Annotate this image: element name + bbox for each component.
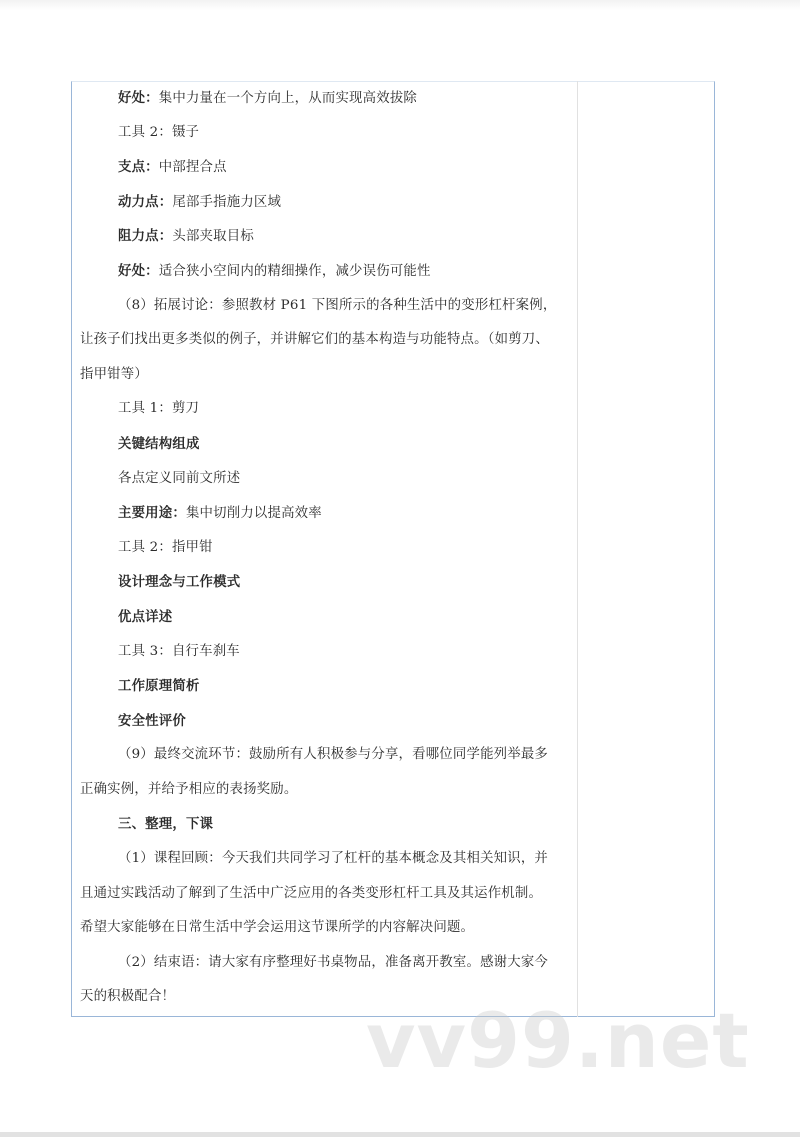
line-text: 头部夹取目标 (172, 229, 254, 245)
text-line (80, 219, 572, 254)
line-text: 工具 2：指甲钳 (118, 539, 213, 555)
text-line (80, 773, 572, 808)
line-text: 指甲钳等） (80, 366, 148, 382)
line-label: 优点详述 (118, 608, 173, 625)
text-line (80, 185, 572, 220)
line-text: 中部捏合点 (158, 160, 227, 176)
text-line (80, 289, 572, 324)
text-line (80, 911, 572, 946)
line-label: 支点： (118, 159, 159, 176)
text-line (80, 427, 572, 462)
text-line (80, 704, 572, 739)
text-line (80, 635, 572, 670)
text-line (80, 358, 572, 393)
line-text: 工具 3：自行车刹车 (118, 643, 240, 659)
line-label: 主要用途： (118, 505, 186, 522)
text-line (80, 669, 572, 704)
line-label: 工作原理简析 (118, 678, 200, 695)
line-text: 让孩子们找出更多类似的例子，并讲解它们的基本构造与功能特点。（如剪刀、 (80, 332, 549, 348)
line-label: 动力点： (118, 193, 173, 210)
text-line (80, 254, 572, 289)
lesson-content (80, 81, 572, 1015)
line-text: 天的积极配合！ (80, 989, 176, 1005)
text-line (80, 738, 572, 773)
text-line (80, 496, 572, 531)
text-line (80, 600, 572, 635)
line-text: （1）课程回顾：今天我们共同学习了杠杆的基本概念及其相关知识，并 (118, 851, 549, 867)
text-line (80, 150, 572, 185)
text-line (80, 842, 572, 877)
text-line (80, 946, 572, 981)
text-line (80, 81, 572, 116)
text-line (80, 565, 572, 600)
table-column-divider (577, 81, 578, 1017)
line-text: 集中切削力以提高效率 (185, 506, 322, 522)
line-label: 安全性评价 (118, 712, 186, 729)
page-top-shadow (0, 0, 800, 10)
line-text: 适合狭小空间内的精细操作，减少误伤可能性 (158, 263, 431, 279)
line-text: 集中力量在一个方向上，从而实现高效拔除 (158, 91, 418, 106)
line-text: 工具 1：剪刀 (118, 401, 200, 417)
line-text: （8）拓展讨论：参照教材 P61 下图所示的各种生活中的变形杠杆案例， (118, 297, 557, 313)
line-text: 正确实例，并给予相应的表扬奖励。 (80, 781, 298, 797)
text-line (80, 323, 572, 358)
line-text: （2）结束语：请大家有序整理好书桌物品，准备离开教室。感谢大家今 (118, 954, 549, 970)
watermark: vv99.net (366, 996, 750, 1085)
line-label: 三、整理，下课 (118, 816, 214, 833)
line-text: 希望大家能够在日常生活中学会运用这节课所学的内容解决问题。 (80, 920, 475, 936)
line-text: 且通过实践活动了解到了生活中广泛应用的各类变形杠杆工具及其运作机制。 (80, 885, 543, 901)
line-label: 好处： (118, 262, 159, 279)
line-text: 工具 2：镊子 (118, 124, 200, 140)
text-line (80, 116, 572, 151)
line-label: 关键结构组成 (118, 435, 200, 452)
line-text: （9）最终交流环节：鼓励所有人积极参与分享，看哪位同学能列举最多 (118, 747, 549, 763)
text-line (80, 531, 572, 566)
text-line (80, 462, 572, 497)
line-text: 各点定义同前文所述 (118, 470, 241, 486)
line-text: 尾部手指施力区域 (172, 194, 282, 210)
text-line (80, 877, 572, 912)
line-label: 设计理念与工作模式 (118, 574, 241, 591)
line-label: 阻力点： (118, 228, 173, 245)
text-line (80, 392, 572, 427)
section-heading (80, 807, 572, 842)
page-bottom-edge (0, 1132, 800, 1137)
line-label: 好处： (118, 90, 159, 106)
